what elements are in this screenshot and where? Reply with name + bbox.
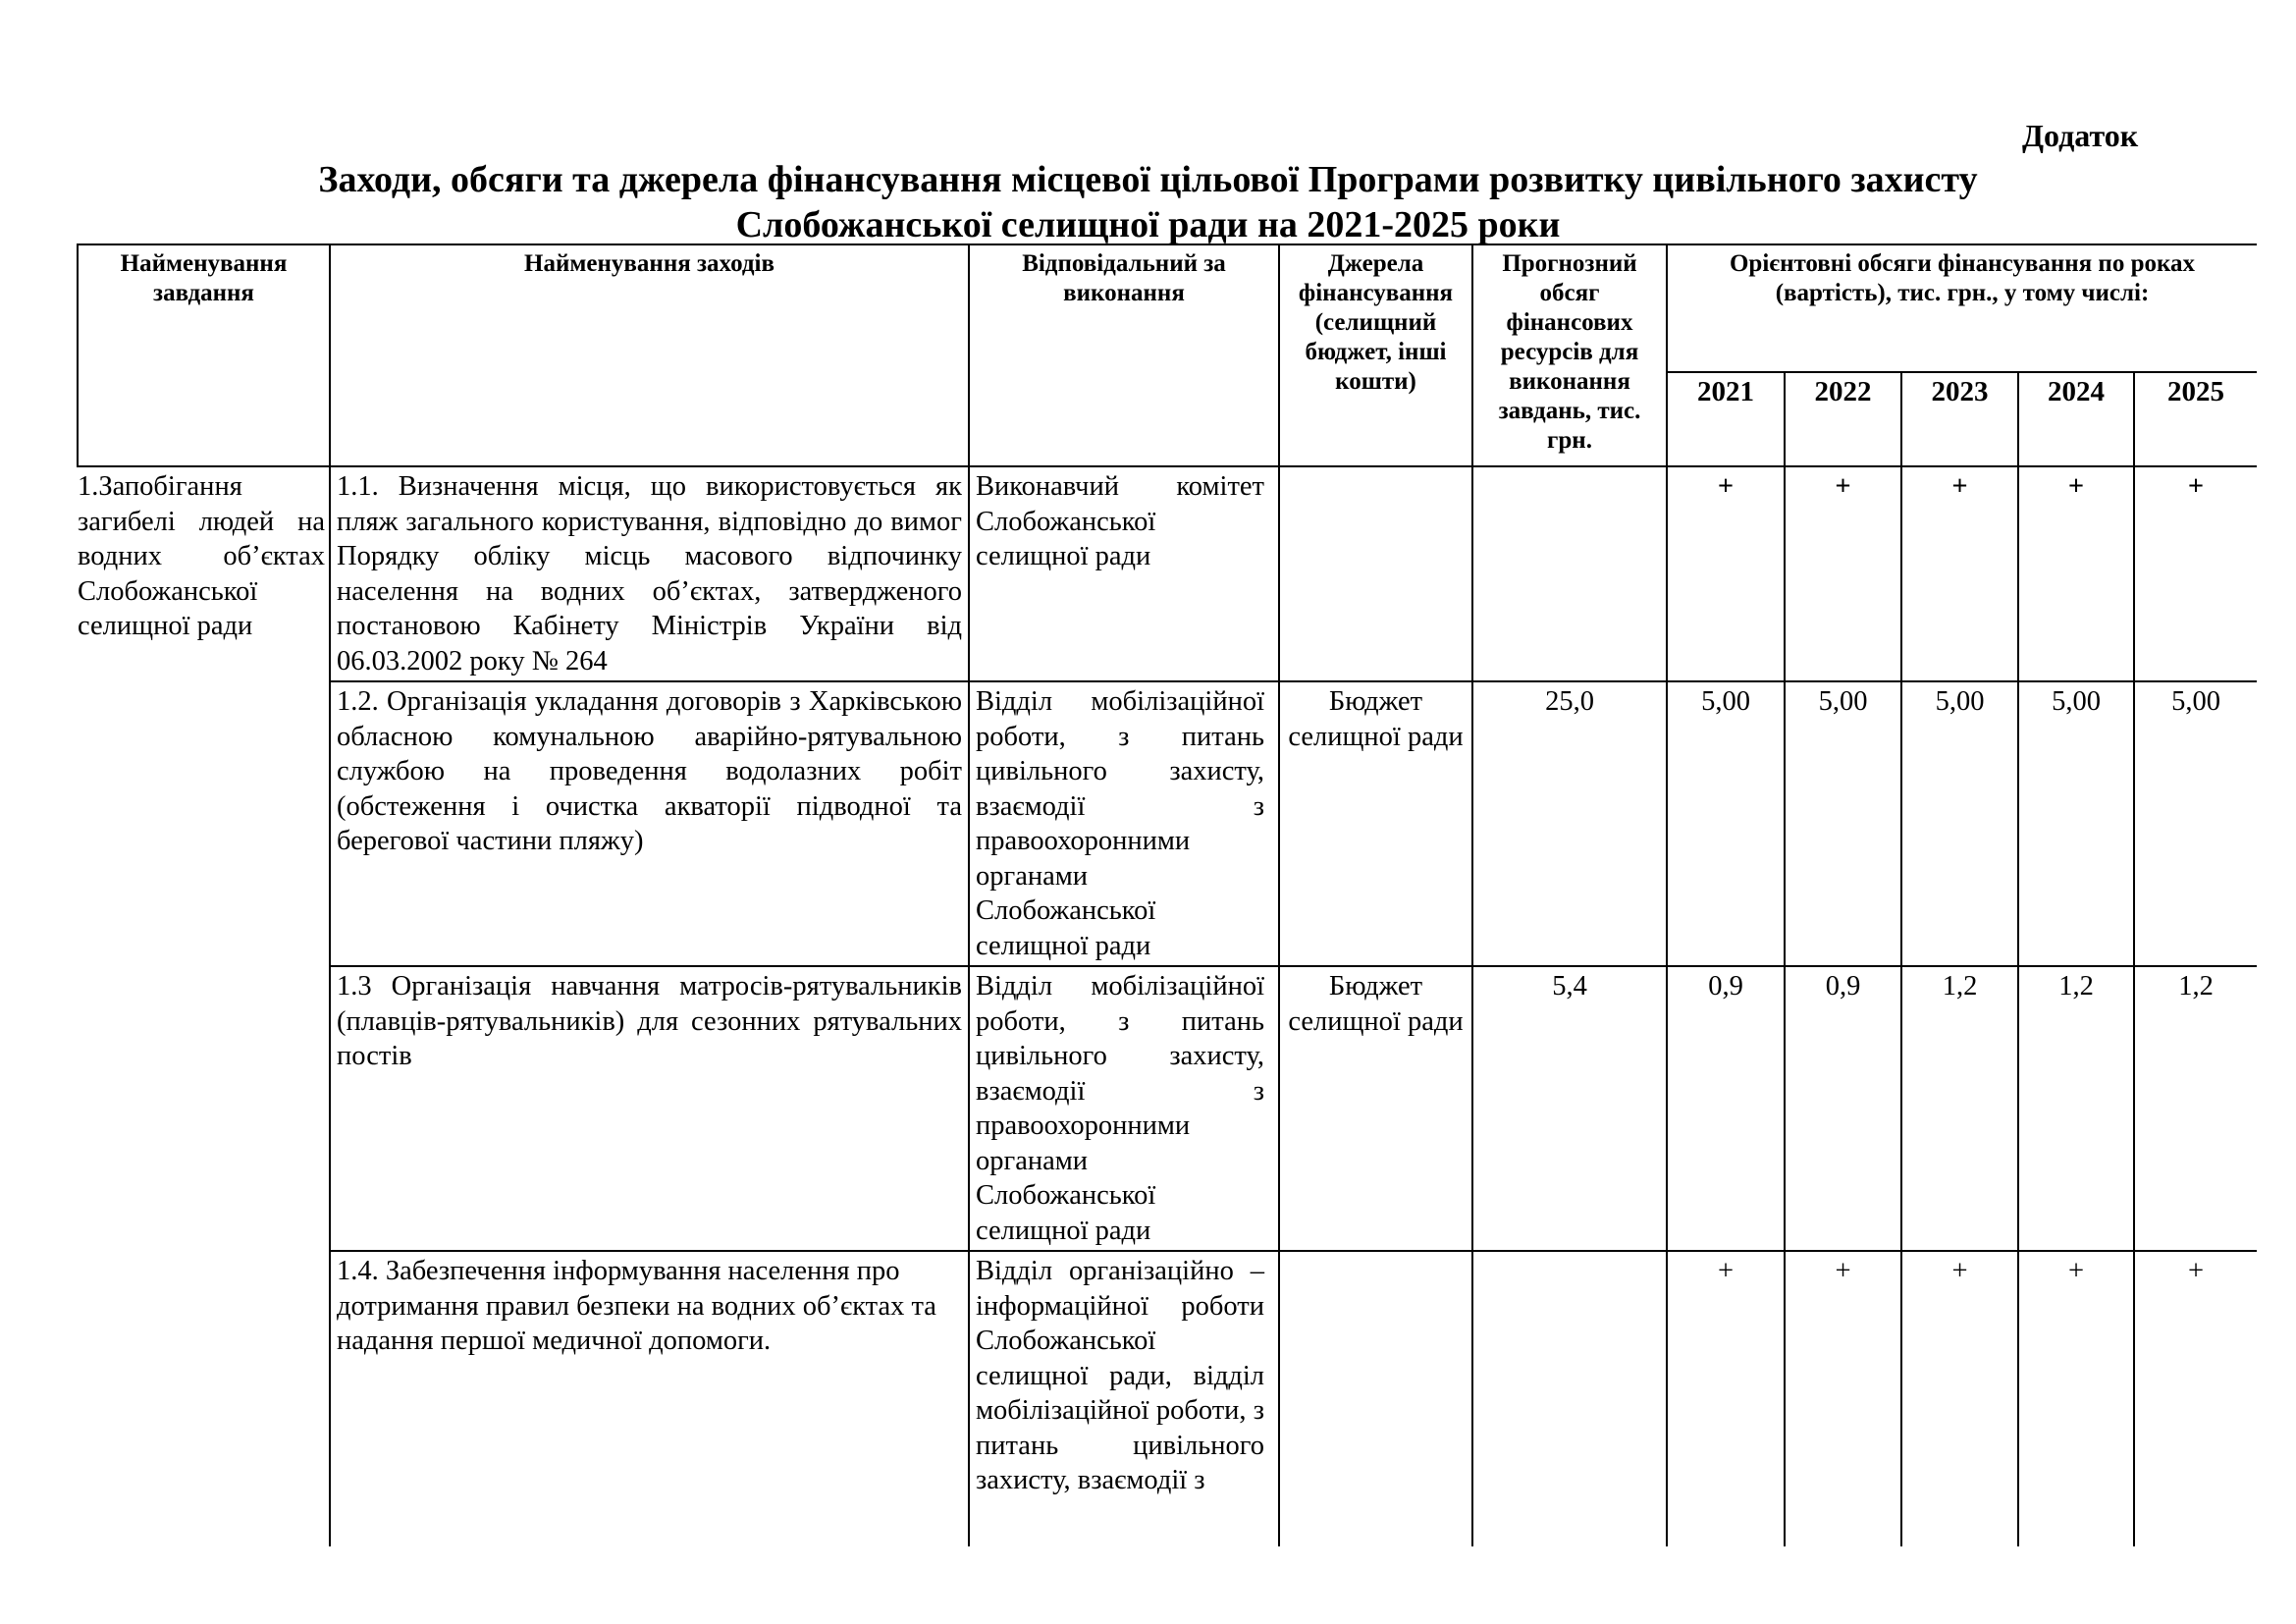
- year-value-cell: 1,2: [1901, 966, 2018, 1251]
- year-value-cell: 5,00: [1785, 681, 1901, 966]
- measure-cell: 1.2. Організація укладання договорів з Харківською обласною комунальною аварійно-рятувальною службою на проведення водолазних робіт (обстеження і очистка акваторії підводної та берегової частини пляжу): [330, 681, 969, 966]
- col-header-forecast: Прогнозний обсяг фінансових ресурсів для виконання завдань, тис. грн.: [1472, 244, 1667, 466]
- col-header-measure: Найменування заходів: [330, 244, 969, 466]
- year-value-cell: +: [2134, 466, 2257, 681]
- col-header-estimated: Орієнтовні обсяги фінансування по роках (вартість), тис. грн., у тому числі:: [1667, 244, 2257, 372]
- year-value-cell: 0,9: [1667, 966, 1785, 1251]
- forecast-cell: [1472, 466, 1667, 681]
- year-value-cell: 1,2: [2018, 966, 2134, 1251]
- col-header-task: Найменування завдання: [78, 244, 330, 466]
- responsible-cell: Відділ мобілізаційної роботи, з питань цивільного захисту, взаємодії з правоохоронними органами Слобожанської селищної ради: [969, 681, 1279, 966]
- year-value-cell: +: [1667, 466, 1785, 681]
- year-value-cell: +: [2018, 466, 2134, 681]
- year-header: 2021: [1667, 372, 1785, 466]
- task-cell: 1.Запобігання загибелі людей на водних об’єктах Слобожанської селищної ради: [78, 466, 330, 1546]
- source-cell: [1279, 1251, 1472, 1546]
- responsible-cell: Відділ мобілізаційної роботи, з питань цивільного захисту, взаємодії з правоохоронними органами Слобожанської селищної ради: [969, 966, 1279, 1251]
- responsible-cell: Відділ організаційно – інформаційної роботи Слобожанської селищної ради, відділ мобілізаційної роботи, з питань цивільного захисту, взаємодії з: [969, 1251, 1279, 1546]
- year-value-cell: 5,00: [2018, 681, 2134, 966]
- source-cell: Бюджет селищної ради: [1279, 966, 1472, 1251]
- year-header: 2025: [2134, 372, 2257, 466]
- year-value-cell: +: [1785, 466, 1901, 681]
- year-value-cell: +: [2018, 1251, 2134, 1546]
- year-header: 2023: [1901, 372, 2018, 466]
- col-header-responsible: Відповідальний за виконання: [969, 244, 1279, 466]
- financing-table-container: [77, 244, 2257, 1546]
- title-line-1: Заходи, обсяги та джерела фінансування місцевої цільової Програми розвитку цивільного захисту: [318, 159, 1978, 200]
- year-value-cell: +: [2134, 1251, 2257, 1546]
- year-value-cell: +: [1667, 1251, 1785, 1546]
- financing-table: [77, 244, 2257, 1546]
- table-row: [78, 466, 2257, 681]
- forecast-cell: [1472, 1251, 1667, 1546]
- year-value-cell: 5,00: [2134, 681, 2257, 966]
- appendix-label: Додаток: [2022, 118, 2139, 153]
- measure-cell: 1.3 Організація навчання матросів-рятувальників (плавців-рятувальників) для сезонних рятувальних постів: [330, 966, 969, 1251]
- responsible-cell: Виконавчий комітет Слобожанської селищної ради: [969, 466, 1279, 681]
- year-value-cell: 5,00: [1667, 681, 1785, 966]
- source-cell: Бюджет селищної ради: [1279, 681, 1472, 966]
- source-cell: [1279, 466, 1472, 681]
- year-header: 2024: [2018, 372, 2134, 466]
- table-row: [78, 681, 2257, 966]
- col-header-source: Джерела фінансування (селищний бюджет, інші кошти): [1279, 244, 1472, 466]
- title-line-2: Слобожанської селищної ради на 2021-2025 роки: [735, 204, 1561, 245]
- forecast-cell: 25,0: [1472, 681, 1667, 966]
- year-value-cell: +: [1901, 466, 2018, 681]
- year-value-cell: +: [1901, 1251, 2018, 1546]
- document-title: [0, 157, 2296, 247]
- year-value-cell: 5,00: [1901, 681, 2018, 966]
- forecast-cell: 5,4: [1472, 966, 1667, 1251]
- table-row: [78, 966, 2257, 1251]
- header-row-1: [78, 244, 2257, 372]
- year-value-cell: 0,9: [1785, 966, 1901, 1251]
- year-value-cell: +: [1785, 1251, 1901, 1546]
- year-value-cell: 1,2: [2134, 966, 2257, 1251]
- year-header: 2022: [1785, 372, 1901, 466]
- measure-cell: 1.1. Визначення місця, що використовується як пляж загального користування, відповідно до вимог Порядку обліку місць масового відпочинку населення на водних об’єктах, затвердженого постановою Кабінету Міністрів України від 06.03.2002 року № 264: [330, 466, 969, 681]
- measure-cell: 1.4. Забезпечення інформування населення про дотримання правил безпеки на водних об’єктах та надання першої медичної допомоги.: [330, 1251, 969, 1546]
- table-row: [78, 1251, 2257, 1546]
